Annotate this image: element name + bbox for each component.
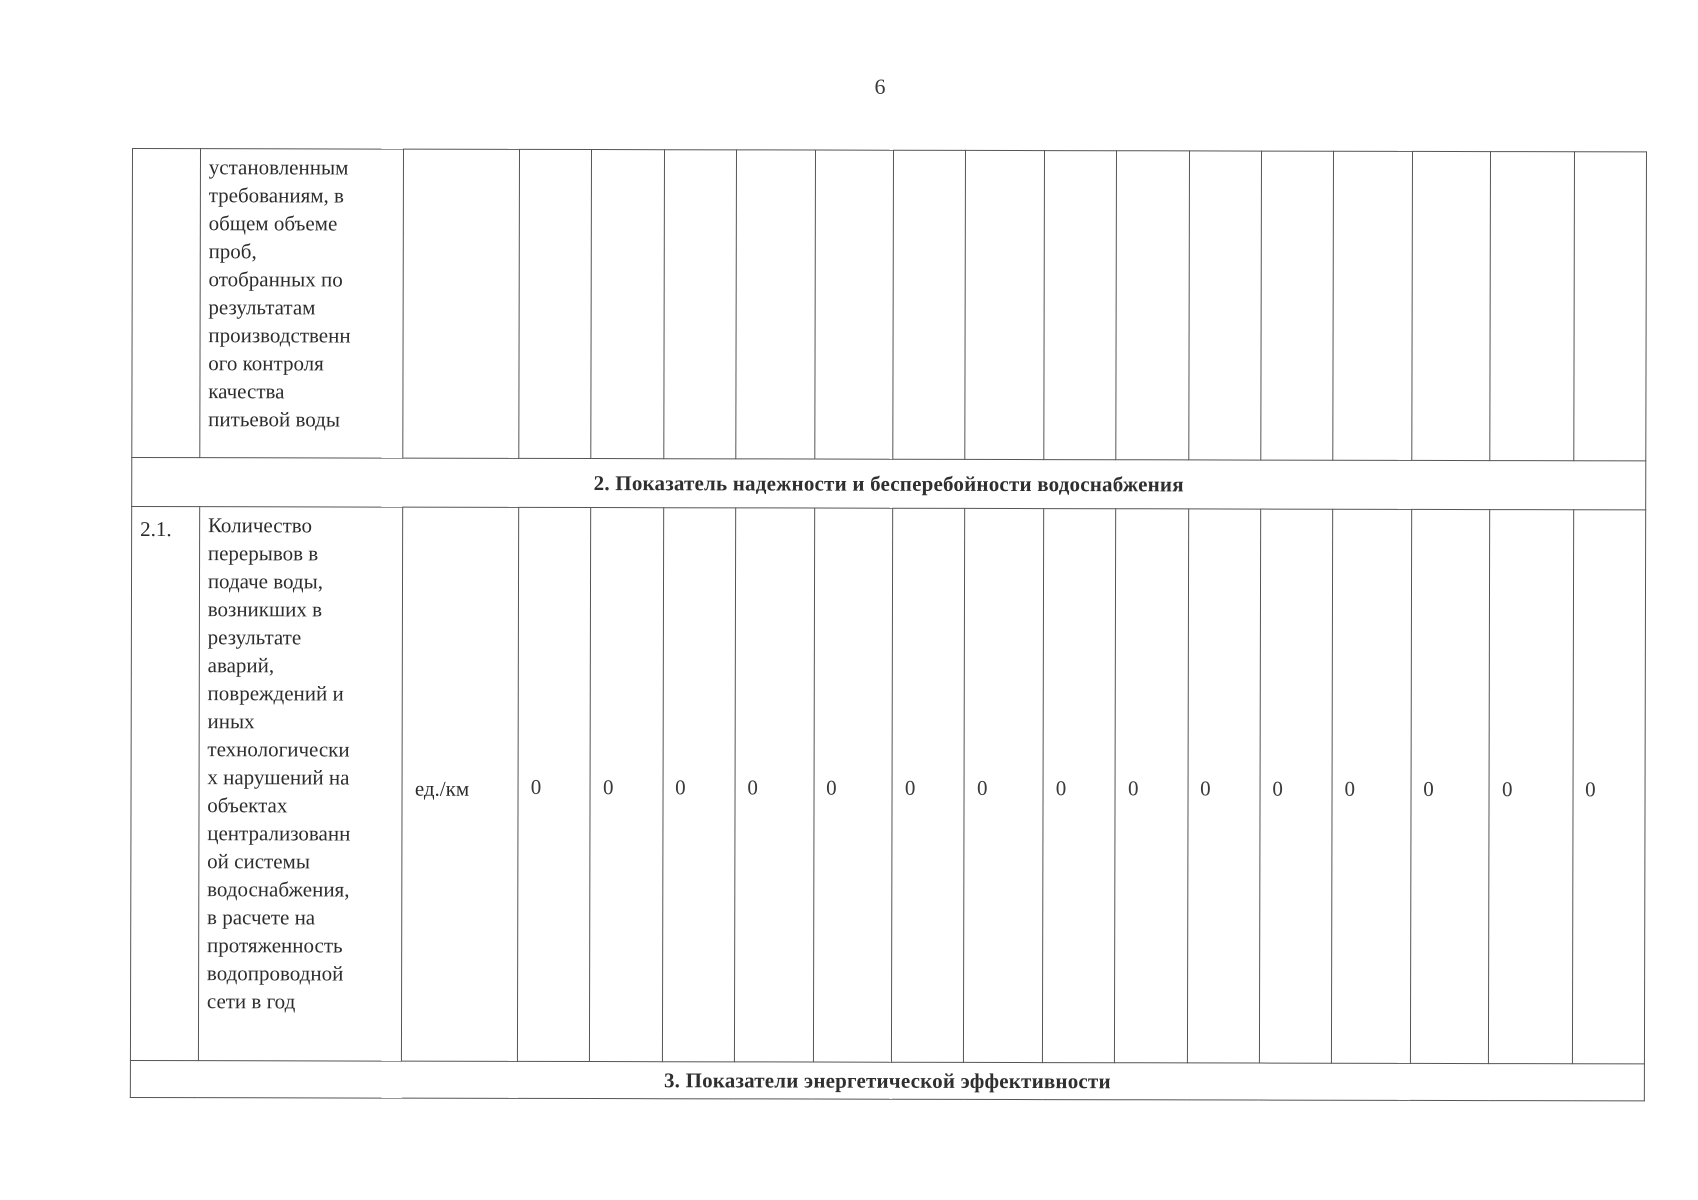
name-line: аварий, xyxy=(207,653,275,678)
section-header-row xyxy=(132,458,1646,510)
name-line: в расчете на xyxy=(207,905,316,930)
name-line: сети в год xyxy=(206,989,296,1014)
cell-value: 0 xyxy=(813,508,893,1062)
indicators-table xyxy=(130,148,1647,1101)
cell-value xyxy=(736,150,815,459)
table-row-continued xyxy=(132,149,1647,461)
cell-value xyxy=(814,150,893,459)
name-line: Количество xyxy=(207,513,313,538)
name-line: технологически xyxy=(207,737,350,762)
section-2-title: 2. Показатель надежности и бесперебойности водоснабжения xyxy=(132,458,1646,510)
cell-value xyxy=(1261,151,1334,460)
name-line: результатам xyxy=(208,295,316,320)
name-line: ого контроля xyxy=(208,351,324,376)
name-line: централизованн xyxy=(207,821,351,846)
cell-value xyxy=(1116,151,1189,460)
cell-unit xyxy=(403,149,520,458)
name-line: возникших в xyxy=(207,597,323,622)
section-header-row xyxy=(130,1060,1644,1100)
cell-indicator-name xyxy=(200,149,404,458)
cell-value xyxy=(1188,151,1261,460)
table-row-2-1 xyxy=(130,507,1645,1064)
name-line: х нарушений на xyxy=(207,765,350,790)
name-line: установленным xyxy=(208,155,349,180)
name-line: протяженность xyxy=(206,933,343,958)
page-number: 6 xyxy=(874,74,886,99)
cell-value xyxy=(1044,151,1117,460)
cell-indicator-name xyxy=(198,507,403,1061)
cell-value: 0 xyxy=(1489,510,1573,1064)
cell-number: 2.1. xyxy=(130,507,199,1061)
name-line: проб, xyxy=(208,239,257,264)
cell-value: 0 xyxy=(1331,509,1411,1063)
name-line: водопроводной xyxy=(206,961,344,986)
name-line: повреждений и xyxy=(207,681,344,706)
cell-value: 0 xyxy=(1187,509,1260,1063)
cell-value: 0 xyxy=(1115,509,1188,1063)
cell-value: 0 xyxy=(964,508,1044,1062)
cell-value xyxy=(519,149,592,458)
section-3-title: 3. Показатели энергетической эффективности xyxy=(130,1060,1644,1100)
cell-value xyxy=(965,150,1044,459)
cell-value: 0 xyxy=(518,507,591,1061)
name-line: объектах xyxy=(207,793,288,818)
cell-value xyxy=(1490,152,1574,461)
name-line: перерывов в xyxy=(207,541,319,566)
cell-value: 0 xyxy=(734,508,814,1062)
cell-value xyxy=(1573,152,1646,461)
cell-value: 0 xyxy=(1410,509,1490,1063)
cell-value: 0 xyxy=(1043,509,1116,1063)
name-line: результате xyxy=(207,625,302,650)
cell-value xyxy=(591,150,664,459)
cell-value: 0 xyxy=(892,508,965,1062)
name-line: иных xyxy=(207,709,255,734)
cell-unit: ед./км xyxy=(402,507,519,1061)
cell-value xyxy=(663,150,736,459)
name-line: отобранных по xyxy=(208,267,343,292)
cell-number xyxy=(132,149,201,458)
name-line: питьевой воды xyxy=(208,407,341,432)
name-line: требованиям, в xyxy=(208,183,344,208)
name-line: производственн xyxy=(208,323,351,348)
cell-value: 0 xyxy=(590,508,663,1062)
name-line: водоснабжения, xyxy=(207,877,350,902)
cell-value: 0 xyxy=(1572,510,1646,1064)
cell-value xyxy=(1412,151,1491,460)
name-line: ой системы xyxy=(207,849,310,874)
cell-value: 0 xyxy=(1259,509,1332,1063)
cell-value: 0 xyxy=(662,508,735,1062)
name-line: общем объеме xyxy=(208,211,338,236)
cell-value xyxy=(1333,151,1412,460)
cell-value xyxy=(893,150,966,459)
name-line: качества xyxy=(208,379,285,404)
name-line: подаче воды, xyxy=(207,569,324,594)
